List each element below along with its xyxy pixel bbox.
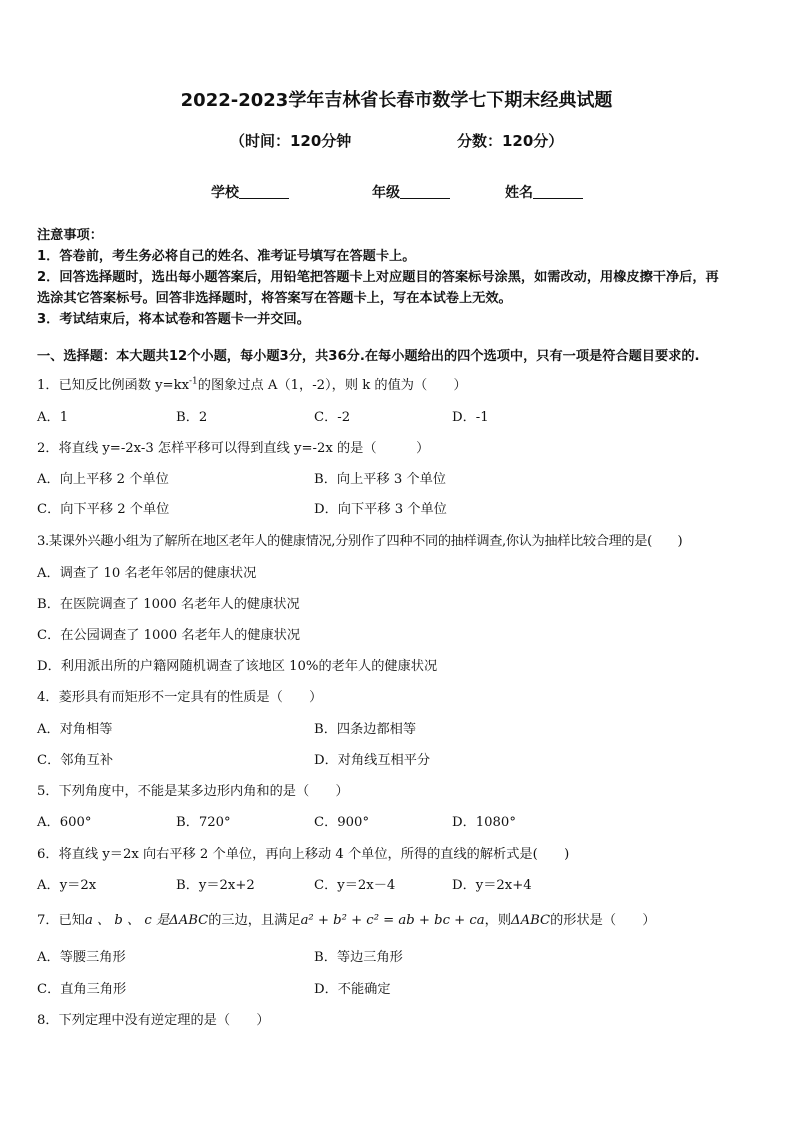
q7-option-d: D．不能确定: [314, 982, 391, 997]
q5-option-b: B．720°: [176, 815, 231, 830]
q7-triangle: ΔABC: [169, 913, 209, 928]
q7-pre: 7．已知: [37, 913, 85, 928]
q2-option-d: D．向下平移 3 个单位: [314, 502, 447, 517]
notice-line-4: 3．考试结束后，将本试卷和答题卡一并交回。: [37, 312, 310, 327]
question-1: [37, 374, 467, 393]
q7-post: 的形状是（ ）: [550, 913, 656, 928]
q1-sup: -1: [189, 376, 198, 387]
school-blank: [239, 184, 289, 199]
q2-option-c: C．向下平移 2 个单位: [37, 502, 170, 517]
q4-option-a: A．对角相等: [37, 722, 113, 737]
q7-equation: a² + b² + c² = ab + bc + ca: [300, 913, 485, 928]
exam-score: 分数：120分）: [457, 132, 564, 150]
q4-option-d: D．对角线互相平分: [314, 753, 431, 768]
notice-line-1: 1．答卷前，考生务必将自己的姓名、准考证号填写在答题卡上。: [37, 249, 416, 264]
notice-heading: 注意事项：: [37, 228, 103, 243]
grade-field: [372, 182, 450, 202]
q1-option-c: C．-2: [314, 410, 351, 425]
q1-option-a: A．1: [37, 410, 69, 425]
question-6: 6．将直线 y＝2x 向右平移 2 个单位，再向上移动 4 个单位，所得的直线的解析式是( ): [37, 847, 570, 862]
q6-option-a: A．y＝2x: [37, 878, 97, 893]
grade-label: 年级: [372, 185, 400, 201]
q1-post: 的图象过点 A（1，-2），则 k 的值为（ ）: [197, 378, 467, 393]
school-field: [211, 182, 289, 202]
q6-option-d: D．y＝2x+4: [452, 878, 532, 893]
q3-option-a: A．调查了 10 名老年邻居的健康状况: [37, 566, 257, 581]
name-field: [505, 182, 583, 202]
q4-option-b: B．四条边都相等: [314, 722, 417, 737]
q3-option-b: B．在医院调查了 1000 名老年人的健康状况: [37, 597, 300, 612]
page-title: 2022-2023学年吉林省长春市数学七下期末经典试题: [180, 90, 613, 111]
question-4: 4．菱形具有而矩形不一定具有的性质是（ ）: [37, 690, 323, 705]
grade-blank: [400, 184, 450, 199]
question-8: 8．下列定理中没有逆定理的是（ ）: [37, 1013, 270, 1028]
question-2: 2．将直线 y=-2x-3 怎样平移可以得到直线 y=-2x 的是（ ）: [37, 441, 430, 456]
name-blank: [533, 184, 583, 199]
q6-option-c: C．y＝2x－4: [314, 878, 396, 893]
q7-option-c: C．直角三角形: [37, 982, 127, 997]
q5-option-a: A．600°: [37, 815, 92, 830]
q7-variables: a 、 b 、 c 是: [84, 913, 170, 928]
q7-option-b: B．等边三角形: [314, 950, 403, 965]
q1-option-b: B．2: [176, 410, 208, 425]
question-3: 3.某课外兴趣小组为了解所在地区老年人的健康情况,分别作了四种不同的抽样调查,你认为抽样比较合理的是( ): [37, 534, 683, 549]
q4-option-c: C．邻角互补: [37, 753, 114, 768]
q2-option-a: A．向上平移 2 个单位: [37, 472, 169, 487]
q2-option-b: B．向上平移 3 个单位: [314, 472, 446, 487]
q5-option-d: D．1080°: [452, 815, 516, 830]
section-heading: 一、选择题：本大题共12个小题，每小题3分，共36分.在每小题给出的四个选项中，只有一项是符合题目要求的.: [37, 349, 700, 364]
question-7: [37, 909, 656, 928]
name-label: 姓名: [505, 185, 533, 201]
q7-triangle-2: ΔABC: [511, 913, 551, 928]
question-5: 5．下列角度中，不能是某多边形内角和的是（ ）: [37, 784, 349, 799]
q5-option-c: C．900°: [314, 815, 370, 830]
exam-time: （时间：120分钟: [230, 132, 352, 150]
q3-option-c: C．在公园调查了 1000 名老年人的健康状况: [37, 628, 301, 643]
q7-option-a: A．等腰三角形: [37, 950, 126, 965]
school-label: 学校: [211, 185, 239, 201]
notice-line-2: 2．回答选择题时，选出每小题答案后，用铅笔把答题卡上对应题目的答案标号涂黑，如需改动，用橡皮擦干净后，再: [37, 270, 719, 285]
q7-mid1: 的三边，且满足: [208, 913, 301, 928]
q1-option-d: D．-1: [452, 410, 489, 425]
q6-option-b: B．y＝2x+2: [176, 878, 255, 893]
q3-option-d: D．利用派出所的户籍网随机调查了该地区 10%的老年人的健康状况: [37, 659, 438, 674]
q7-mid2: ，则: [484, 913, 512, 928]
notice-line-3: 选涂其它答案标号。回答非选择题时，将答案写在答题卡上，写在本试卷上无效。: [37, 291, 512, 306]
q1-pre: 1．已知反比例函数 y=kx: [37, 378, 190, 393]
